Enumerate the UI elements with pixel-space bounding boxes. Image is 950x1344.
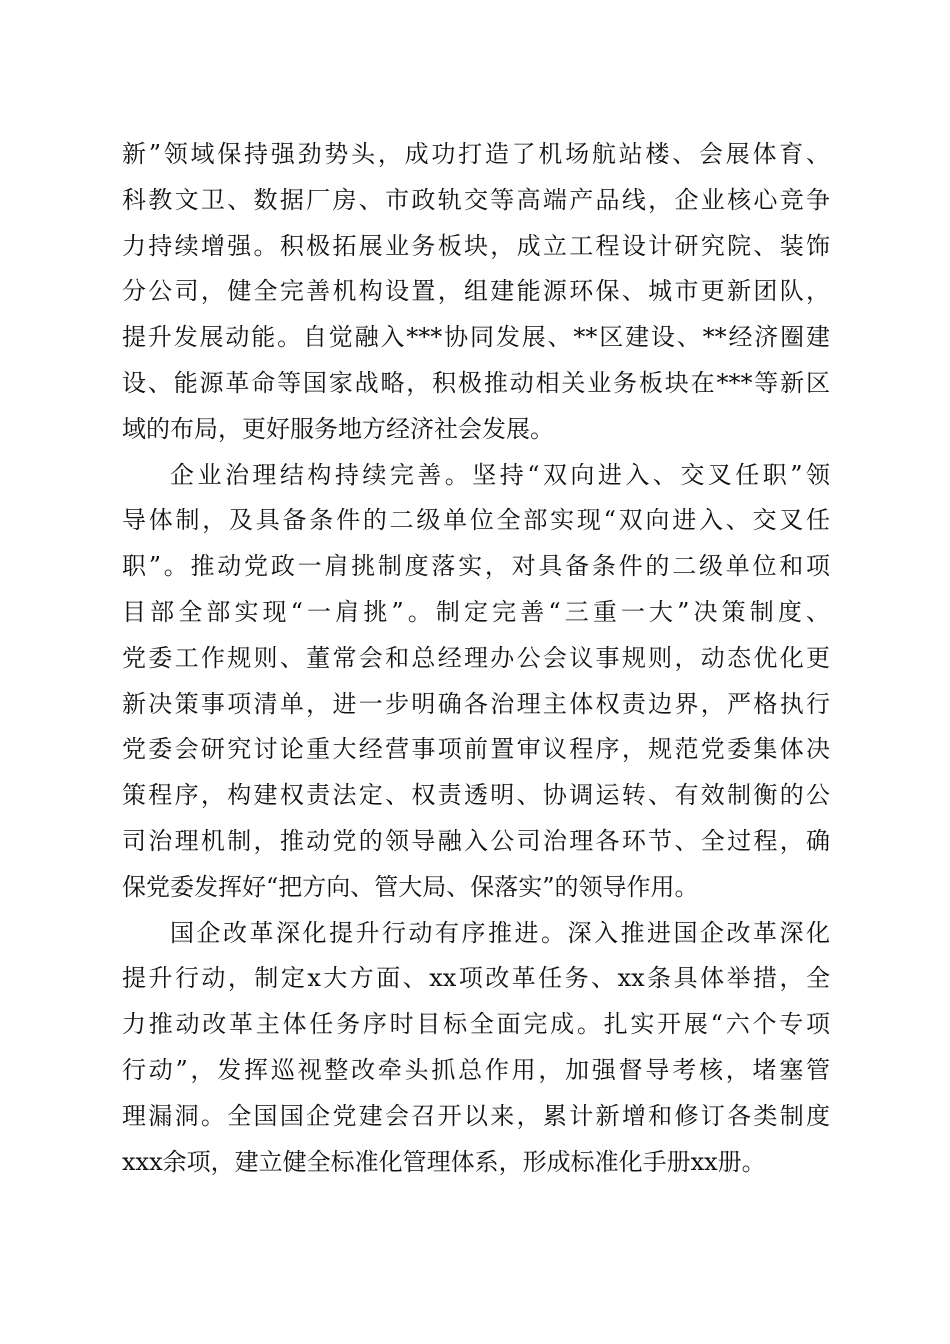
text-line: 目部全部实现“一肩挑”。制定完善“三重一大”决策制度、: [122, 597, 830, 626]
text-line: 力持续增强。积极拓展业务板块，成立工程设计研究院、装饰: [122, 231, 830, 260]
text-line: 职”。推动党政一肩挑制度落实，对具备条件的二级单位和项: [122, 552, 830, 581]
text-line: 行动”，发挥巡视整改牵头抓总作用，加强督导考核，堵塞管: [122, 1055, 830, 1084]
text-line: 企业治理结构持续完善。坚持“双向进入、交叉任职”领: [170, 460, 830, 489]
text-line: 党委会研究讨论重大经营事项前置审议程序，规范党委集体决: [122, 735, 830, 764]
text-line: 理漏洞。全国国企党建会召开以来，累计新增和修订各类制度: [122, 1101, 830, 1130]
text-line: 新”领域保持强劲势头，成功打造了机场航站楼、会展体育、: [122, 140, 830, 168]
text-line: 分公司，健全完善机构设置，组建能源环保、城市更新团队，: [122, 277, 830, 306]
text-line: 提升行动，制定x大方面、xx项改革任务、xx条具体举措，全: [122, 964, 830, 993]
text-line: 域的布局，更好服务地方经济社会发展。: [122, 414, 554, 443]
text-line: 设、能源革命等国家战略，积极推动相关业务板块在***等新区: [122, 368, 830, 397]
text-line: 保党委发挥好“把方向、管大局、保落实”的领导作用。: [122, 872, 699, 901]
text-line: xxx余项，建立健全标准化管理体系，形成标准化手册xx册。: [122, 1147, 766, 1176]
text-line: 力推动改革主体任务序时目标全面完成。扎实开展“六个专项: [122, 1010, 830, 1039]
text-line: 策程序，构建权责法定、权责透明、协调运转、有效制衡的公: [122, 781, 830, 810]
text-line: 提升发展动能。自觉融入***协同发展、**区建设、**经济圈建: [122, 323, 830, 352]
text-line: 司治理机制，推动党的领导融入公司治理各环节、全过程，确: [122, 826, 830, 855]
text-line: 科教文卫、数据厂房、市政轨交等高端产品线，企业核心竞争: [122, 185, 830, 214]
text-line: 国企改革深化提升行动有序推进。深入推进国企改革深化: [170, 918, 830, 947]
paragraph-3: [122, 911, 830, 1186]
text-line: 导体制，及具备条件的二级单位全部实现“双向进入、交叉任: [122, 506, 830, 535]
text-line: 新决策事项清单，进一步明确各治理主体权责边界，严格执行: [122, 689, 830, 718]
text-line: 党委工作规则、董常会和总经理办公会议事规则，动态优化更: [122, 643, 830, 672]
document-page: [122, 132, 830, 1185]
paragraph-1: [122, 132, 830, 453]
paragraph-2: [122, 453, 830, 911]
